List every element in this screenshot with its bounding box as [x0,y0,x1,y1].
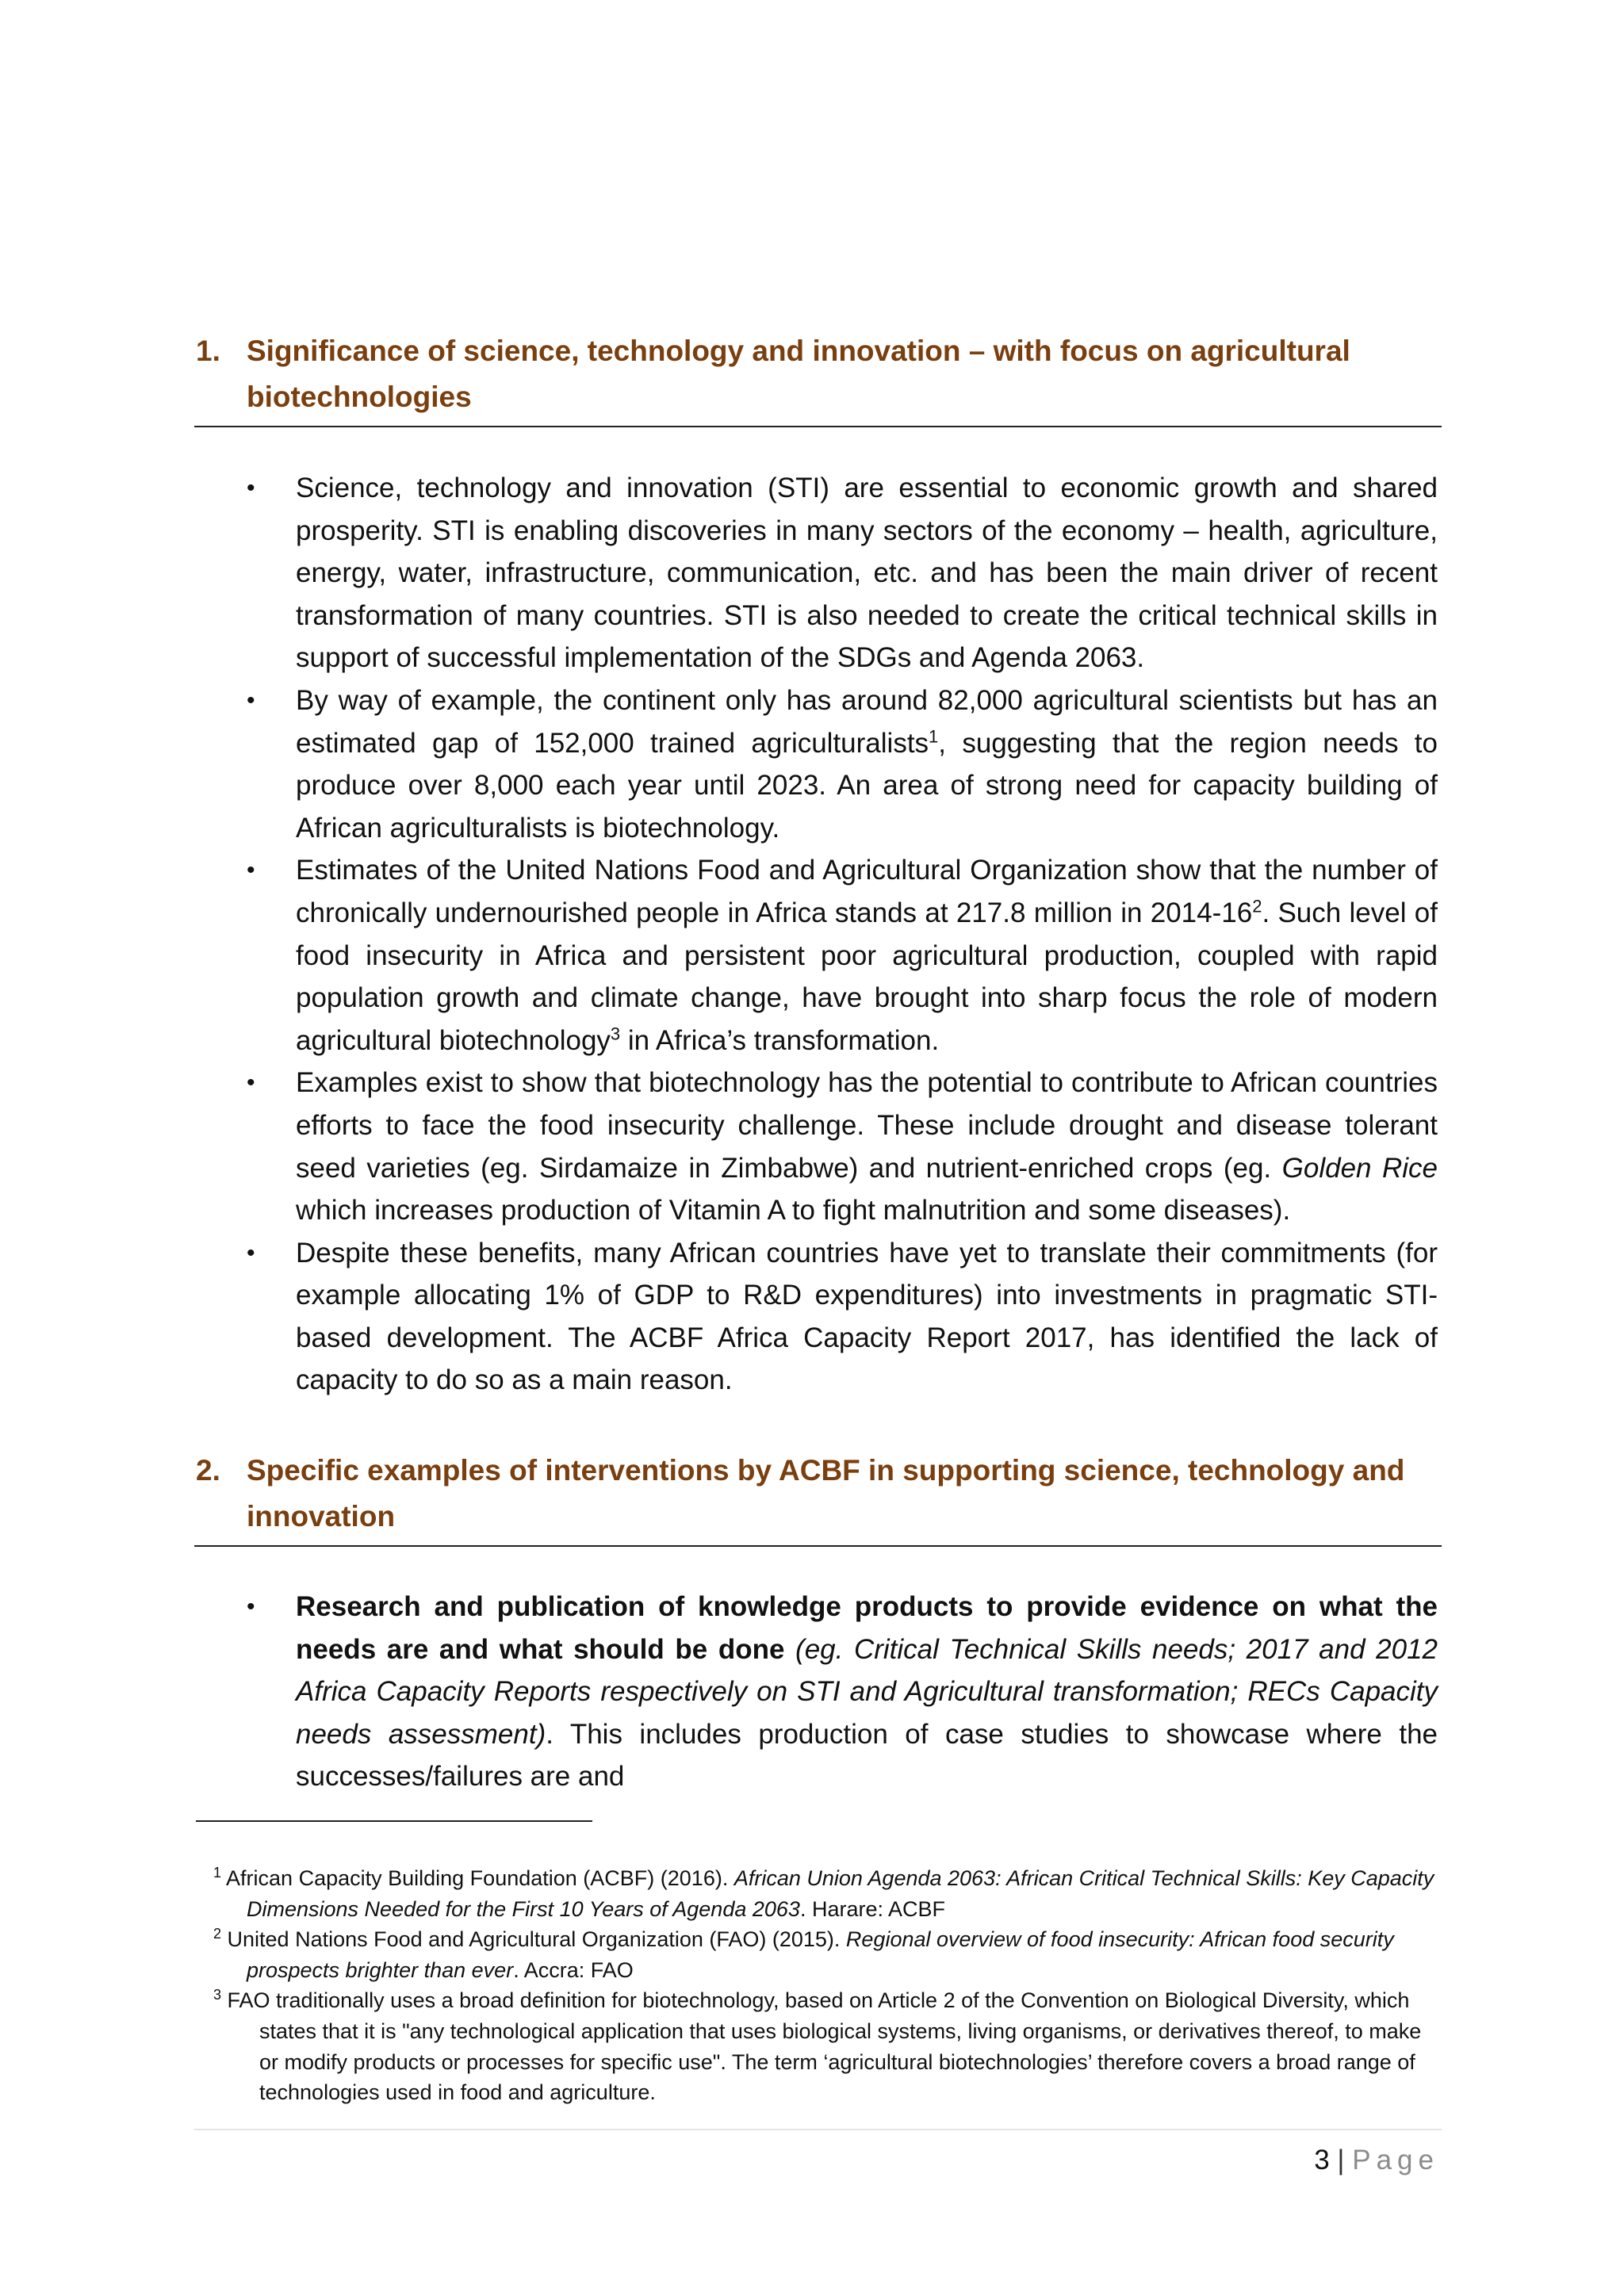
footnote-2: $^2$ United Nations Food and Agricultural Organization (FAO) (2015). Regional overview of food insecurity: African food security prospects brighter than ever. Accra: FAO [213,1926,1394,1982]
bullet-item: • By way of example, the continent only has around 82,000 agricultural scientists but has an estimated gap of 152,000 trained agriculturalists$^1$, suggesting that the region needs to produce over 8,000 each year until 2023. An area of strong need for capacity building of African agriculturalists is biotechnology. [247,684,1438,844]
footnote-3: $^3$ FAO traditionally uses a broad definition for biotechnology, based on Article 2 of the Convention on Biological Diversity, which states that it is "any technological application that uses biological systems, living organisms, or derivatives thereof, to make or modify products or processes for specific use". The term ‘agricultural biotechnologies’ therefore covers a broad range of technologies used in food and agriculture. [213,1987,1422,2105]
section-1-bullets [196,467,1438,1402]
bullet-item: • Research and publication of knowledge products to provide evidence on what the needs are and what should be done (eg. Critical Technical Skills needs; 2017 and 2012 Africa Capacity Reports respectively on STI and Agricultural transformation; RECs Capacity needs assessment). This includes production of case studies to showcase where the successes/failures are and [247,1591,1438,1793]
footnote-separator [196,1820,592,1822]
page-label: Page [1352,2145,1439,2175]
section-1-title: Significance of science, technology and innovation – with focus on agricultural biotechnologies [247,335,1350,413]
footnote-ref-2[interactable]: 2 [1252,896,1262,916]
section-2-title: Specific examples of interventions by ACBF in supporting science, technology and innovation [247,1454,1405,1533]
section-2-number: 2. [196,1454,220,1487]
section-1-rule [194,426,1442,427]
bullet-item: • Science, technology and innovation (STI) are essential to economic growth and shared prosperity. STI is enabling discoveries in many sectors of the economy – health, agriculture, energy, water, infrastructure, communication, etc. and has been the main driver of recent transformation of many countries. STI is also needed to create the critical technical skills in support of successful implementation of the SDGs and Agenda 2063. [247,473,1438,674]
section-2-rule [194,1545,1442,1547]
footnote-1: $^1$ African Capacity Building Foundation (ACBF) (2016). African Union Agenda 2063: African Critical Technical Skills: Key Capacity Dimensions Needed for the First 10 Years of Agenda 2063. Harare: ACBF [213,1865,1434,1921]
footnotes [196,1863,1441,2108]
section-2-bullets [196,1586,1438,1798]
page-number-value: 3 [1314,2145,1330,2175]
footnote-ref-1[interactable]: 1 [929,725,939,746]
section-1-number: 1. [196,335,220,367]
section-2-heading [196,1448,1441,1540]
bullet-item: • Estimates of the United Nations Food and Agricultural Organization show that the number of chronically undernourished people in Africa stands at 217.8 million in $2014-16^2$. Such level of food insecurity in Africa and persistent poor agricultural production, coupled with rapid population growth and climate change, have brought into sharp focus the role of modern agricultural biotechnology$^3$ in Africa’s transformation. [247,855,1438,1056]
page-number: 3 | Page [1314,2145,1439,2175]
bullet-item: • Examples exist to show that biotechnology has the potential to contribute to African countries efforts to face the food insecurity challenge. These include drought and disease tolerant seed varieties (eg. Sirdamaize in Zimbabwe) and nutrient-enriched crops (eg. Golden Rice which increases production of Vitamin A to fight malnutrition and some diseases). [247,1067,1438,1226]
footer-rule [194,2129,1442,2130]
bullet-item: • Despite these benefits, many African countries have yet to translate their commitments (for example allocating 1% of GDP to R&D expenditures) into investments in pragmatic STI-based development. The ACBF Africa Capacity Report 2017, has identified the lack of capacity to do so as a main reason. [247,1237,1438,1396]
footnote-ref-3[interactable]: 3 [610,1024,621,1044]
section-1-heading [196,328,1441,420]
